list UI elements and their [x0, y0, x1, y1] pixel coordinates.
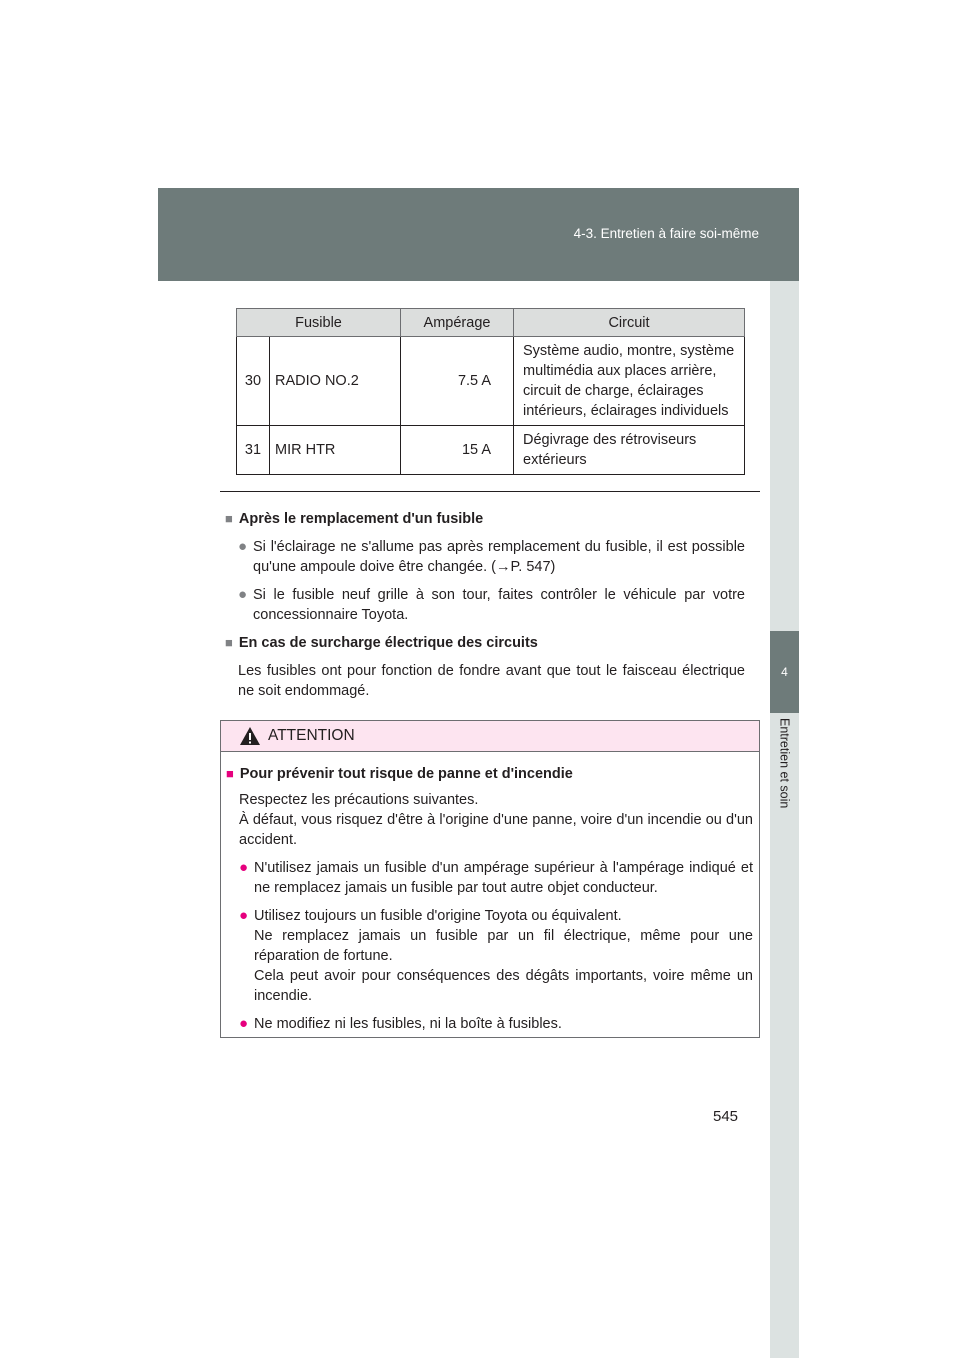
- table-row: [237, 337, 745, 426]
- list-item-text: Si le fusible neuf grille à son tour, faites contrôler le véhicule par votre concessionnaire Toyota.: [253, 587, 745, 623]
- warning-box: [220, 720, 760, 1038]
- list-item: [238, 585, 745, 625]
- circuit-line: intérieurs, éclairages individuels: [523, 403, 729, 419]
- fuse-number: 30: [237, 337, 270, 426]
- list-item-text: [254, 906, 753, 1006]
- fuse-circuit: [514, 337, 745, 426]
- list-item-text: Si l'éclairage ne s'allume pas après remplacement du fusible, il est possible qu'une ampoule doive être changée. (→P. 547): [253, 539, 745, 575]
- list-item-line: Utilisez toujours un fusible d'origine Toyota ou équivalent.: [254, 908, 622, 924]
- list-item-text: [254, 1014, 562, 1034]
- list-item-line: Ne remplacez jamais un fusible par un fil électrique, même pour une réparation de fortune.: [254, 928, 753, 964]
- header-amperage: Ampérage: [401, 309, 514, 337]
- fuse-number: 31: [237, 426, 270, 475]
- list-item: [239, 1014, 753, 1034]
- list-item: [238, 537, 745, 577]
- fuse-name: MIR HTR: [270, 426, 401, 475]
- circle-bullet-icon: ●: [238, 586, 248, 603]
- notes-section: [225, 509, 745, 701]
- table-row: [237, 426, 745, 475]
- circuit-line: circuit de charge, éclairages: [523, 383, 704, 399]
- fuse-amperage: 15 A: [401, 426, 514, 475]
- list-item: [239, 906, 753, 1006]
- note-heading: [225, 633, 745, 653]
- list-item-text: [254, 858, 753, 898]
- circle-bullet-icon: ●: [239, 907, 249, 924]
- list-item-line: N'utilisez jamais un fusible d'un ampérage supérieur à l'ampérage indiqué et ne remplacez jamais un fusible par tout autre objet conducteur.: [254, 860, 753, 896]
- warning-heading-text: Pour prévenir tout risque de panne et d'incendie: [239, 766, 573, 782]
- warning-intro-line: Respectez les précautions suivantes.: [239, 792, 479, 808]
- circuit-line: extérieurs: [523, 452, 587, 468]
- fuse-amperage: 7.5 A: [401, 337, 514, 426]
- chapter-header-band: [158, 188, 799, 281]
- header-circuit: Circuit: [514, 309, 745, 337]
- circle-bullet-icon: ●: [239, 859, 249, 876]
- list-item: [239, 858, 753, 898]
- fuse-table: [236, 308, 745, 475]
- section-divider: [220, 491, 760, 492]
- side-tab-number: 4: [770, 631, 799, 713]
- warning-header: [221, 721, 759, 752]
- square-bullet-icon: ■: [226, 766, 234, 781]
- square-bullet-icon: ■: [225, 511, 233, 526]
- fuse-circuit: [514, 426, 745, 475]
- note-heading: [225, 509, 745, 529]
- warning-intro-line: À défaut, vous risquez d'être à l'origine d'une panne, voire d'un incendie ou d'un accident.: [239, 812, 753, 848]
- note-paragraph: Les fusibles ont pour fonction de fondre avant que tout le faisceau électrique ne soit endommagé.: [238, 663, 745, 699]
- warning-intro: [239, 790, 753, 850]
- warning-body: [221, 752, 759, 1034]
- circle-bullet-icon: ●: [239, 1015, 249, 1032]
- fuse-name: RADIO NO.2: [270, 337, 401, 426]
- warning-title: ATTENTION: [268, 727, 355, 744]
- note-heading-text: En cas de surcharge électrique des circuits: [238, 635, 538, 651]
- side-tab-label: Entretien et soin: [777, 718, 792, 809]
- page-number: 545: [713, 1108, 739, 1125]
- warning-triangle-icon: [239, 726, 261, 746]
- header-fusible: Fusible: [237, 309, 401, 337]
- warning-heading: [226, 764, 753, 784]
- circuit-line: Système audio, montre, système: [523, 343, 735, 359]
- table-header-row: [237, 309, 745, 337]
- square-bullet-icon: ■: [225, 635, 233, 650]
- list-item-line: Ne modifiez ni les fusibles, ni la boîte à fusibles.: [254, 1016, 562, 1032]
- list-item-line: Cela peut avoir pour conséquences des dégâts importants, voire même un incendie.: [254, 968, 753, 1004]
- section-title: 4-3. Entretien à faire soi-même: [573, 226, 759, 241]
- note-heading-text: Après le remplacement d'un fusible: [238, 511, 484, 527]
- circle-bullet-icon: ●: [238, 538, 248, 555]
- circuit-line: Dégivrage des rétroviseurs: [523, 432, 697, 448]
- side-tab-top: [770, 281, 799, 631]
- circuit-line: multimédia aux places arrière,: [523, 363, 717, 379]
